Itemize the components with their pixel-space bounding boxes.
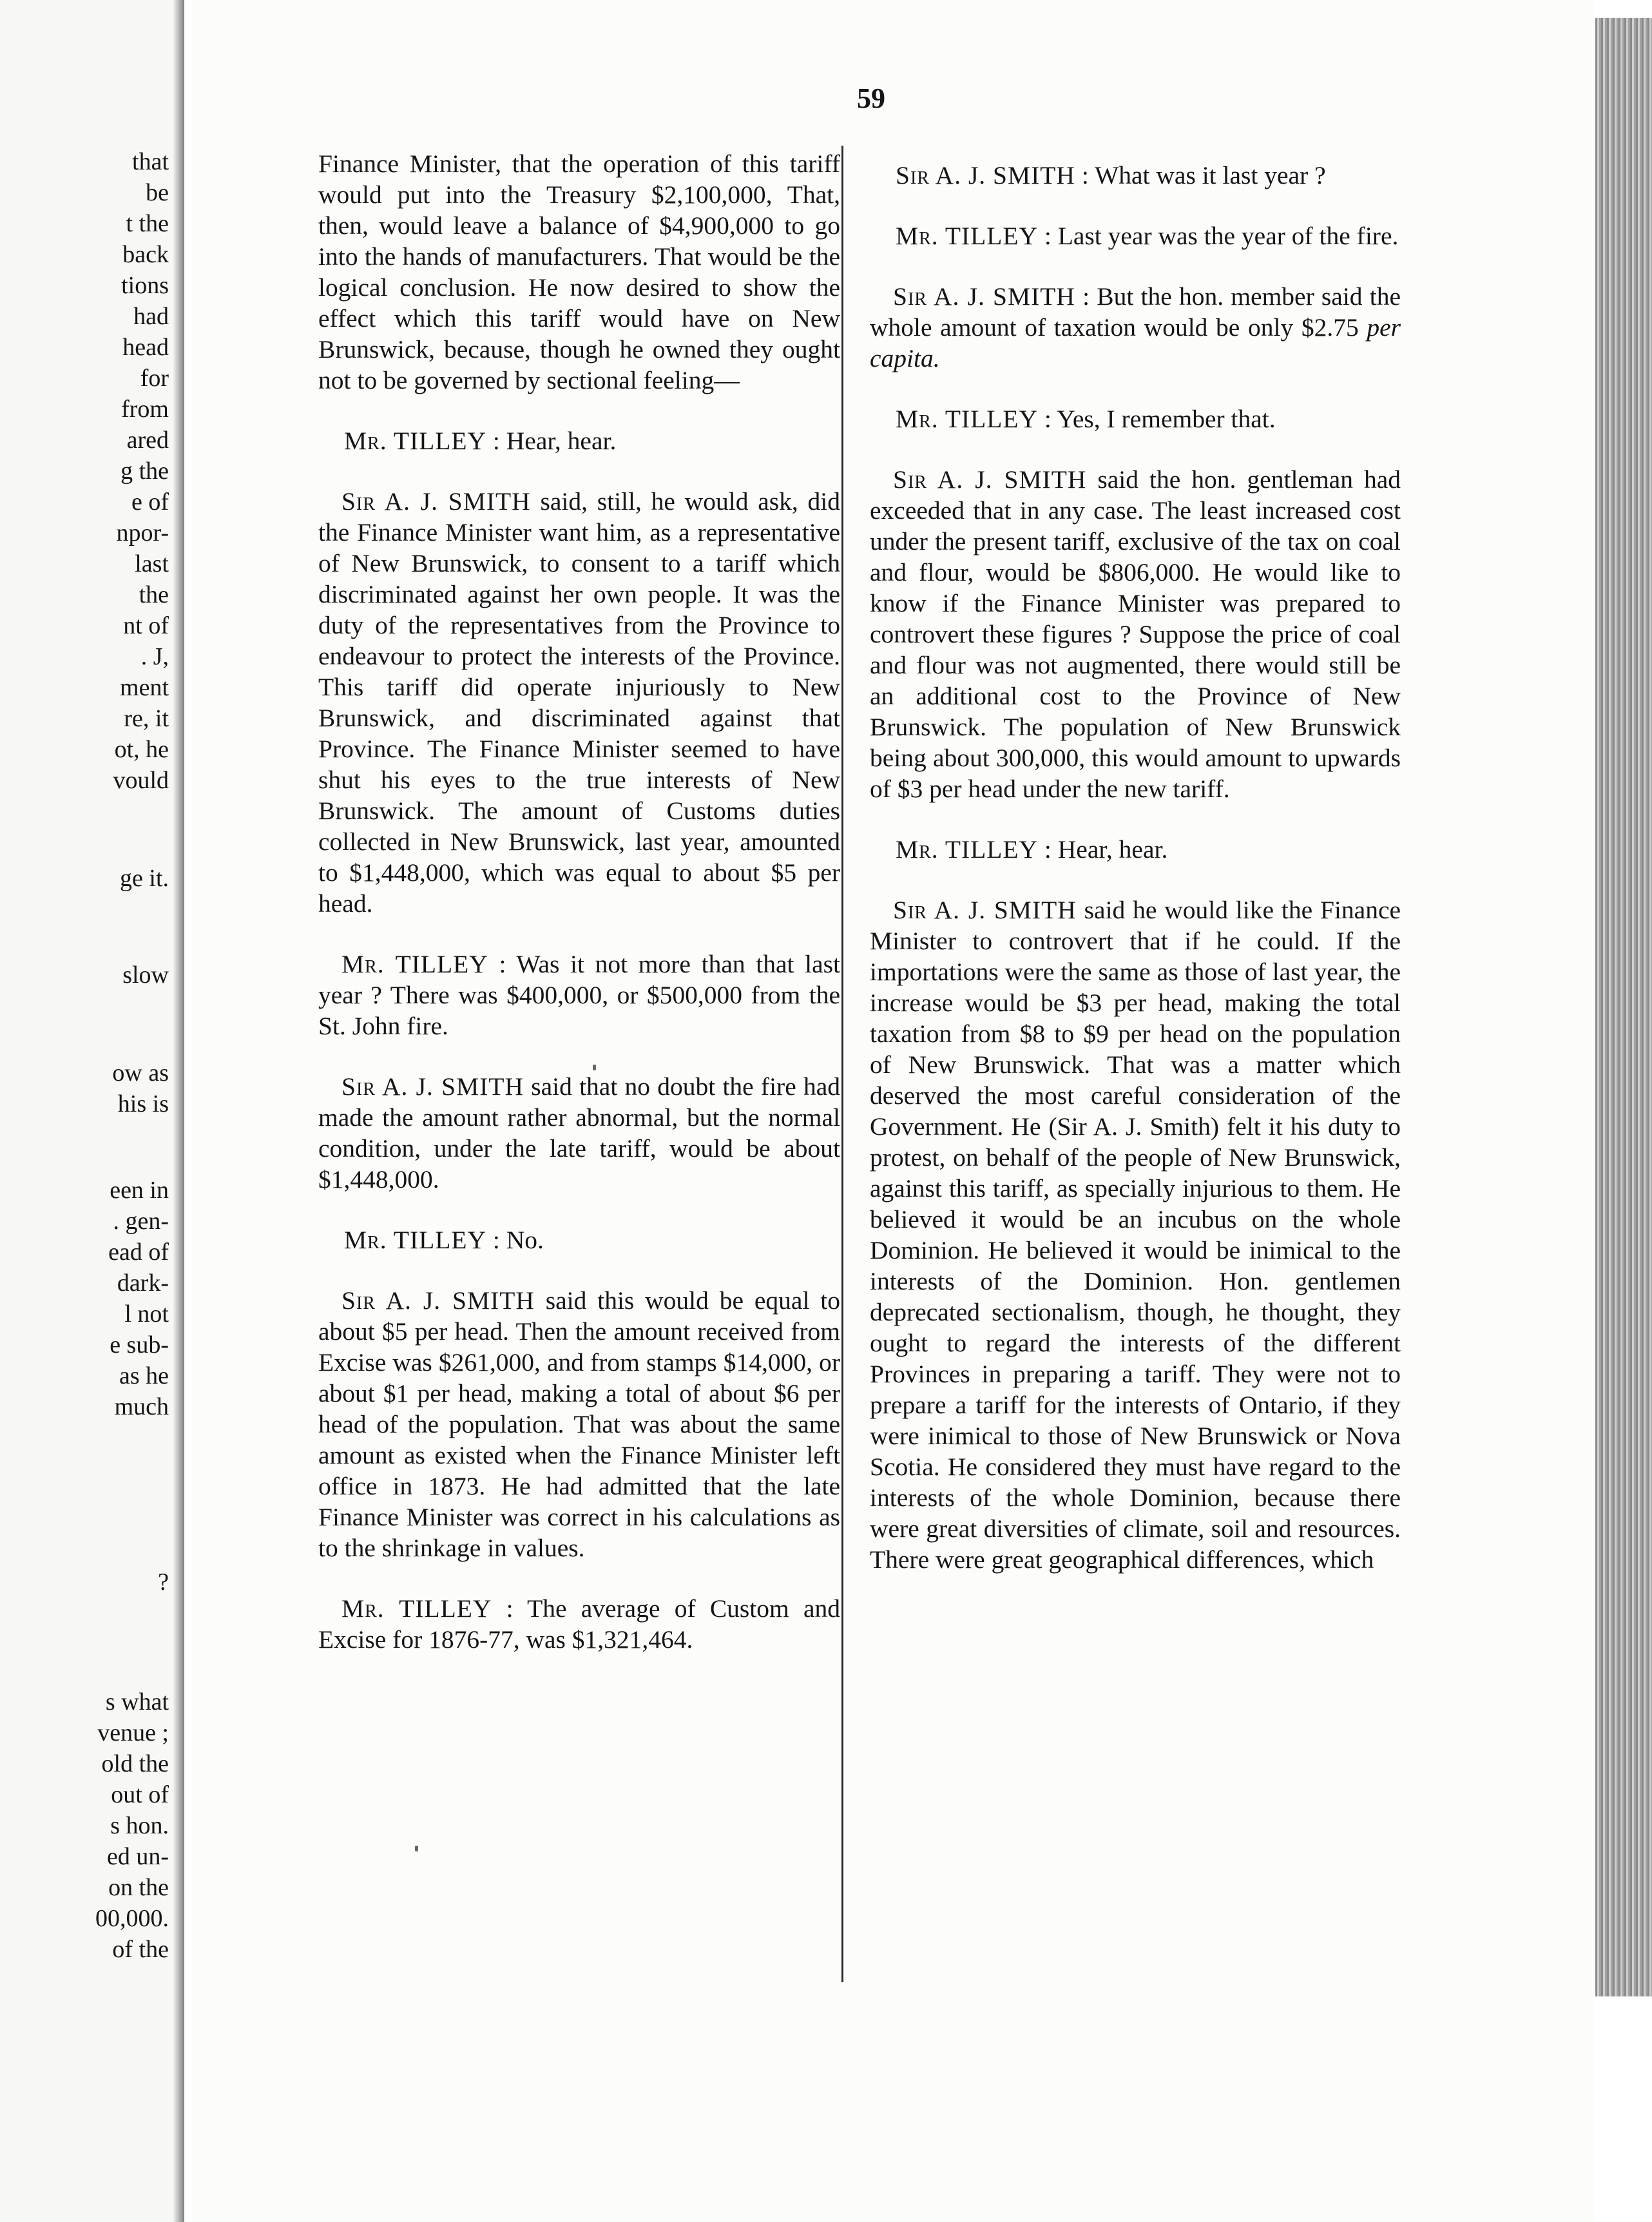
facing-page-fragment: head [122, 334, 169, 361]
facing-page-fragment: vould [113, 767, 169, 794]
speaker-name: Mr. TILLEY [341, 950, 488, 978]
speech-paragraph [870, 403, 1401, 434]
speaker-name: Mr. TILLEY [896, 405, 1039, 433]
facing-page-fragment: venue ; [97, 1719, 169, 1746]
speaker-name: Sir A. J. SMITH [893, 282, 1075, 311]
print-speck [593, 1065, 596, 1070]
speech-paragraph [870, 894, 1401, 1575]
facing-page-fragment: t the [126, 210, 169, 237]
speaker-name: Mr. TILLEY [344, 427, 487, 455]
speech-paragraph [870, 834, 1401, 865]
speaker-name: Mr. TILLEY [341, 1594, 492, 1623]
speaker-name: Sir A. J. SMITH [893, 896, 1077, 924]
speech-paragraph [870, 160, 1401, 191]
facing-page-fragment: 00,000. [95, 1905, 169, 1932]
facing-page-fragment: out of [111, 1781, 169, 1808]
facing-page-fragment: ot, he [114, 736, 169, 763]
facing-page-fragment: last [135, 550, 169, 577]
speech-text: : Last year was the year of the fire. [1044, 222, 1399, 250]
facing-page-fragment: s what [105, 1688, 169, 1715]
facing-page-fragment: had [133, 303, 169, 330]
speaker-name: Sir A. J. SMITH [341, 1072, 524, 1101]
speech-text: said the hon. gentleman had exceeded that in any case. The least increased cost under the present tariff, exclusive of the tax on coal and flour, would be $806,000. He would like to know if the Finance Minister was prepared to controvert these figures ? Suppose the price of coal and flour was not augmented, there would still be an additional cost to the Province of New Brunswick. The population of New Brunswick being about 300,000, this would amount to upwards of $3 per head under the new tariff. [870, 465, 1401, 803]
facing-page-fragment: nt of [123, 612, 169, 639]
facing-page-fragment: re, it [124, 705, 169, 732]
speech-text: : Hear, hear. [1044, 835, 1168, 864]
facing-page-fragment: ow as [112, 1059, 169, 1087]
binding-gutter [173, 0, 184, 2222]
speech-paragraph [318, 949, 840, 1041]
facing-page-fragment: e of [131, 488, 169, 516]
facing-page-fragment: that [132, 148, 169, 175]
speaker-name: Sir A. J. SMITH [341, 487, 531, 516]
facing-page-fragment: ed un- [106, 1843, 169, 1870]
facing-page-fragment: npor- [116, 519, 169, 546]
speech-text: : The average of Custom and Excise for 1876-77, was $1,321,464. [318, 1594, 840, 1654]
left-column [318, 148, 840, 1685]
facing-page-fragment: from [121, 396, 169, 423]
facing-page-fragment: for [140, 365, 169, 392]
facing-page-text-fragments [0, 0, 169, 2222]
facing-page-fragment: ead of [108, 1239, 169, 1266]
speech-paragraph [870, 464, 1401, 804]
right-column [870, 160, 1401, 1605]
speech-text: : No. [492, 1226, 544, 1254]
speech-text: said, still, he would ask, did the Finance Minister want him, as a representative of New Brunswick, to consent to a tariff which discriminated against her own people. It was the duty of the representatives from the Province to endeavour to protect the interests of the Province. This tariff did operate injuriously to New Brunswick, and discriminated against that Province. The Finance Minister seemed to have shut his eyes to the true interests of New Brunswick. The amount of Customs duties collected in New Brunswick, last year, amounted to $1,448,000, which was equal to about $5 per head. [318, 487, 841, 918]
facing-page-fragment: ge it. [120, 865, 169, 892]
speech-text: : What was it last year ? [1081, 161, 1326, 189]
speaker-name: Sir A. J. SMITH [893, 465, 1087, 494]
speech-paragraph [318, 1593, 840, 1655]
speaker-name: Mr. TILLEY [344, 1226, 487, 1254]
facing-page-fragment: tions [121, 272, 169, 299]
speaker-name: Mr. TILLEY [896, 222, 1039, 250]
facing-page-fragment: g the [120, 458, 169, 485]
facing-page-fragment: the [139, 581, 169, 608]
facing-page-fragment: be [146, 179, 169, 206]
facing-page-fragment: een in [110, 1177, 169, 1204]
speech-text: said that no doubt the fire had made the amount rather abnormal, but the normal condition, under the late tariff, would be about $1,448,000. [318, 1072, 841, 1193]
column-divider [841, 146, 843, 1982]
facing-page-fragment: ared [126, 427, 169, 454]
speech-text: said this would be equal to about $5 per head. Then the amount received from Excise was $261,000, and from stamps $14,000, or about $1 per head, making a total of about $6 per head of the population. That was about the same amount as existed when the Finance Minister left office in 1873. He had admitted that the late Finance Minister was correct in his calculations as to the shrinkage in values. [318, 1286, 840, 1562]
facing-page-fragment: . gen- [113, 1208, 169, 1235]
facing-page-fragment: old the [101, 1750, 169, 1777]
facing-page-fragment: much [114, 1393, 169, 1420]
speech-text: : Hear, hear. [492, 427, 617, 455]
facing-page-fragment: e sub- [110, 1331, 169, 1358]
speech-paragraph [318, 148, 840, 396]
speech-paragraph [318, 425, 840, 456]
speaker-name: Mr. TILLEY [896, 835, 1039, 864]
print-speck [415, 1846, 418, 1851]
speech-text: said he would like the Finance Minister to controvert that if he could. If the importations were the same as those of last year, the increase would be $3 per head, making the total taxation from $8 to $9 per head on the population of New Brunswick. That was a matter which deserved the most careful consideration of the Government. He (Sir A. J. Smith) felt it his duty to protest, on behalf of the people of New Brunswick, against this tariff, as specially injurious to them. He believed it would be an incubus on the whole Dominion. He believed it would be inimical to the interests of the Dominion. Hon. gentlemen deprecated sectionalism, though, he thought, they ought to regard the interests of the different Provinces in preparing a tariff. They were not to prepare a tariff for the interests of Ontario, if they were inimical to those of New Brunswick or Nova Scotia. He considered they must have regard to the interests of the whole Dominion, because there were great diversities of climate, soil and resources. There were great geographical differences, which [870, 896, 1401, 1574]
speech-paragraph [870, 281, 1401, 374]
speech-paragraph [870, 220, 1401, 251]
facing-page-fragment: dark- [117, 1270, 169, 1297]
speech-text: : Was it not more than that last year ? There was $400,000, or $500,000 from the St. John fire. [318, 950, 840, 1040]
speech-paragraph [318, 486, 840, 919]
facing-page-fragment: as he [119, 1362, 169, 1389]
facing-page-fragment: . J, [140, 643, 169, 670]
italic-phrase: per capita. [870, 313, 1401, 372]
page-stack-edge [1595, 18, 1652, 1996]
speech-text: : Yes, I remember that. [1044, 405, 1276, 433]
speaker-name: Sir A. J. SMITH [341, 1286, 535, 1315]
facing-page-fragment: of the [112, 1936, 169, 1963]
facing-page [0, 0, 184, 2222]
speech-paragraph [318, 1285, 840, 1563]
speech-text: Finance Minister, that the operation of this tariff would put into the Treasury $2,100,000, That, then, would leave a balance of $4,900,000 to go into the hands of manufacturers. That would be the logical conclusion. He now desired to show the effect which this tariff would have on New Brunswick, because, though he owned they ought not to be governed by sectional feeling— [318, 150, 840, 394]
facing-page-fragment: ment [120, 674, 169, 701]
facing-page-fragment: his is [117, 1090, 169, 1117]
speech-paragraph [318, 1224, 840, 1255]
speaker-name: Sir A. J. SMITH [896, 161, 1075, 189]
speech-text: : But the hon. member said the whole amount of taxation would be only $2.75 [870, 282, 1401, 342]
facing-page-fragment: s hon. [110, 1812, 169, 1839]
facing-page-fragment: on the [108, 1874, 169, 1901]
page-number: 59 [857, 82, 885, 114]
facing-page-fragment: slow [122, 961, 169, 989]
facing-page-fragment: back [122, 241, 169, 268]
speech-paragraph [318, 1071, 840, 1195]
facing-page-fragment: l not [124, 1300, 169, 1328]
facing-page-fragment: ? [158, 1569, 169, 1596]
